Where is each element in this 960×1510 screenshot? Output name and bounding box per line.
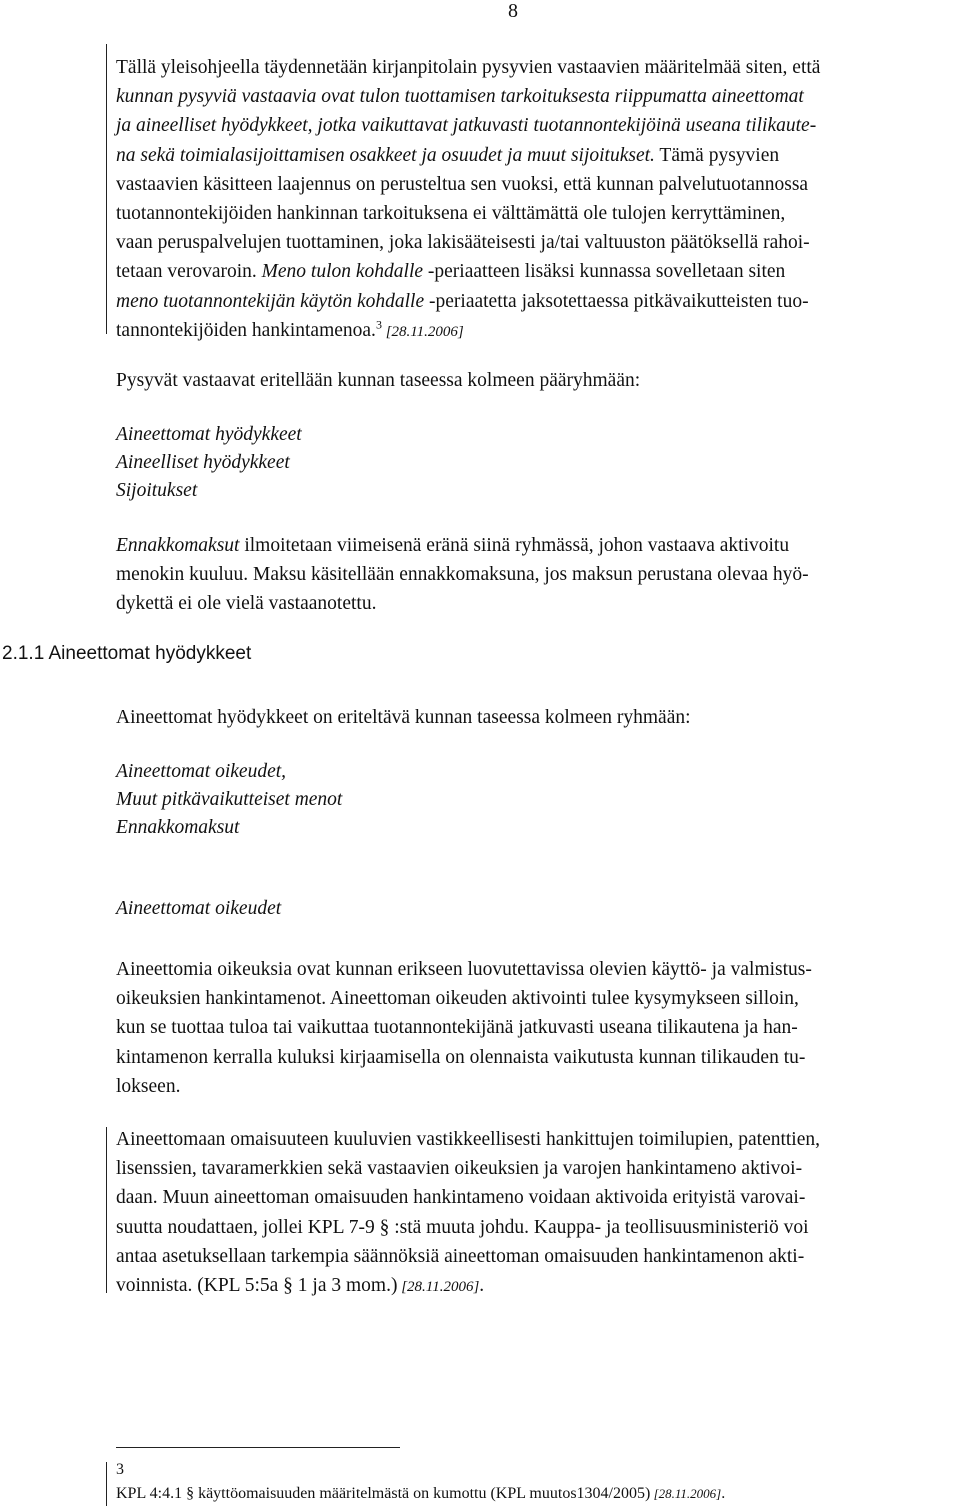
page-number: 8 xyxy=(508,0,518,22)
italic-text: Meno tulon kohdalle xyxy=(261,261,424,283)
text-line: Aineettomat hyödykkeet on eriteltävä kunnan taseessa kolmeen ryhmään: xyxy=(116,707,691,728)
text-line xyxy=(116,1271,958,1302)
list-item: Aineettomat oikeudet, xyxy=(116,761,287,782)
text-line: suutta noudattaen, jollei KPL 7-9 § :stä muuta johdu. Kauppa- ja teollisuusministeriö voi xyxy=(116,1216,809,1238)
text-line xyxy=(116,257,958,286)
text-span: KPL 4:4.1 § käyttöomaisuuden määritelmästä on kumottu (KPL muutos1304/2005) xyxy=(116,1485,651,1502)
text-span: -periaatetta jaksotettaessa pitkävaikutteisten tuo- xyxy=(424,290,809,312)
text-line xyxy=(116,316,958,347)
text-span: ilmoitetaan viimeisenä eränä siinä ryhmässä, johon vastaava aktivoitu xyxy=(239,535,790,556)
text-span: -periaatteen lisäksi kunnassa sovelletaan siten xyxy=(423,261,786,283)
text-span: . xyxy=(479,1275,485,1297)
text-line: lisenssien, tavaramerkkien sekä vastaavien oikeuksien ja varojen hankintameno aktivoi- xyxy=(116,1158,803,1180)
list-item: Sijoitukset xyxy=(116,480,198,501)
list-item: Aineelliset hyödykkeet xyxy=(116,452,290,473)
footnote-text xyxy=(116,1484,725,1504)
text-span: voinnista. (KPL 5:5a § 1 ja 3 mom.) xyxy=(116,1275,398,1297)
text-line: oikeuksien hankintamenot. Aineettoman oikeuden aktivointi tulee kysymykseen silloin, xyxy=(116,988,799,1010)
revision-date: [28.11.2006] xyxy=(381,323,464,340)
revision-date: [28.11.2006] xyxy=(650,1486,722,1501)
revision-bar xyxy=(106,1462,107,1506)
italic-text: na sekä toimialasijoittamisen osakkeet ja osuudet ja muut sijoitukset. xyxy=(116,144,655,166)
text-line: Aineettomaan omaisuuteen kuuluvien vastikkeellisesti hankittujen toimilupien, patenttien, xyxy=(116,1129,821,1150)
intro-paragraph xyxy=(116,53,958,347)
text-line: kun se tuottaa tuloa tai vaikuttaa tuotannontekijänä jatkuvasti useana tilikautena ja han- xyxy=(116,1017,798,1039)
subheading xyxy=(116,895,958,923)
text-line xyxy=(116,141,958,170)
capitalization-paragraph xyxy=(116,1125,958,1302)
revision-date: [28.11.2006] xyxy=(397,1279,480,1296)
text-line: tuotannontekijöiden hankinnan tarkoituksena ei välttämättä ole tulojen kerryttäminen, xyxy=(116,203,786,225)
text-line: dykettä ei ole vielä vastaanotettu. xyxy=(116,593,377,615)
footnote-ref[interactable]: 3 xyxy=(375,317,382,332)
revision-bar xyxy=(106,44,107,334)
text-line: daan. Muun aineettoman omaisuuden hankintameno voidaan aktivoida erityistä varovai- xyxy=(116,1187,806,1209)
footnote-number: 3 xyxy=(116,1461,124,1478)
text-span: tetaan verovaroin. xyxy=(116,261,262,283)
text-line: lokseen. xyxy=(116,1075,181,1097)
prepayments-paragraph xyxy=(116,531,958,619)
section-heading: 2.1.1 Aineettomat hyödykkeet xyxy=(2,643,252,664)
text-line: Pysyvät vastaavat eritellään kunnan taseessa kolmeen pääryhmään: xyxy=(116,370,641,391)
italic-text: Ennakkomaksut xyxy=(116,535,240,556)
main-groups-intro xyxy=(116,366,958,395)
intangible-groups-intro xyxy=(116,703,958,732)
text-line xyxy=(116,531,958,560)
text-line: Tällä yleisohjeella täydennetään kirjanpitolain pysyvien vastaavien määritelmää siten, että xyxy=(116,57,821,78)
list-item: Ennakkomaksut xyxy=(116,817,240,838)
text-line xyxy=(116,287,958,316)
text-line: vastaavien käsitteen laajennus on perusteltua sen vuoksi, että kunnan palvelutuotannossa xyxy=(116,173,809,195)
list-item: Muut pitkävaikutteiset menot xyxy=(116,789,343,810)
text-line: vaan peruspalvelujen tuottaminen, joka lakisääteisesti ja/tai valtuuston päätöksellä rahoi- xyxy=(116,232,810,254)
text-line: antaa asetuksellaan tarkempia säännöksiä aineettoman omaisuuden hankintamenon akti- xyxy=(116,1245,805,1267)
list-item: Aineettomat hyödykkeet xyxy=(116,424,302,445)
text-line: menokin kuuluu. Maksu käsitellään ennakkomaksuna, jos maksun perustana olevaa hyö- xyxy=(116,564,809,586)
text-line: kunnan pysyviä vastaavia ovat tulon tuottamisen tarkoituksesta riippumatta aineettomat xyxy=(116,86,804,108)
text-line: kintamenon kerralla kuluksi kirjaamisella on olennaista vaikutusta kunnan tilikauden tu- xyxy=(116,1046,806,1068)
text-span: . xyxy=(721,1485,726,1502)
intangible-groups-list xyxy=(116,758,958,842)
footnote-rule xyxy=(116,1447,400,1448)
revision-bar xyxy=(106,1127,107,1293)
subheading-text: Aineettomat oikeudet xyxy=(116,898,282,919)
text-line: Aineettomia oikeuksia ovat kunnan erikseen luovutettavissa olevien käyttö- ja valmistus- xyxy=(116,959,812,980)
intangible-rights-paragraph xyxy=(116,955,958,1101)
italic-text: meno tuotannontekijän käytön kohdalle xyxy=(116,290,425,312)
main-groups-list xyxy=(116,421,958,505)
text-line: ja aineelliset hyödykkeet, jotka vaikuttavat jatkuvasti tuotannontekijöinä useana tilikaute- xyxy=(116,115,817,137)
text-span: tannontekijöiden hankintamenoa. xyxy=(116,319,376,341)
text-span: Tämä pysyvien xyxy=(654,144,780,166)
